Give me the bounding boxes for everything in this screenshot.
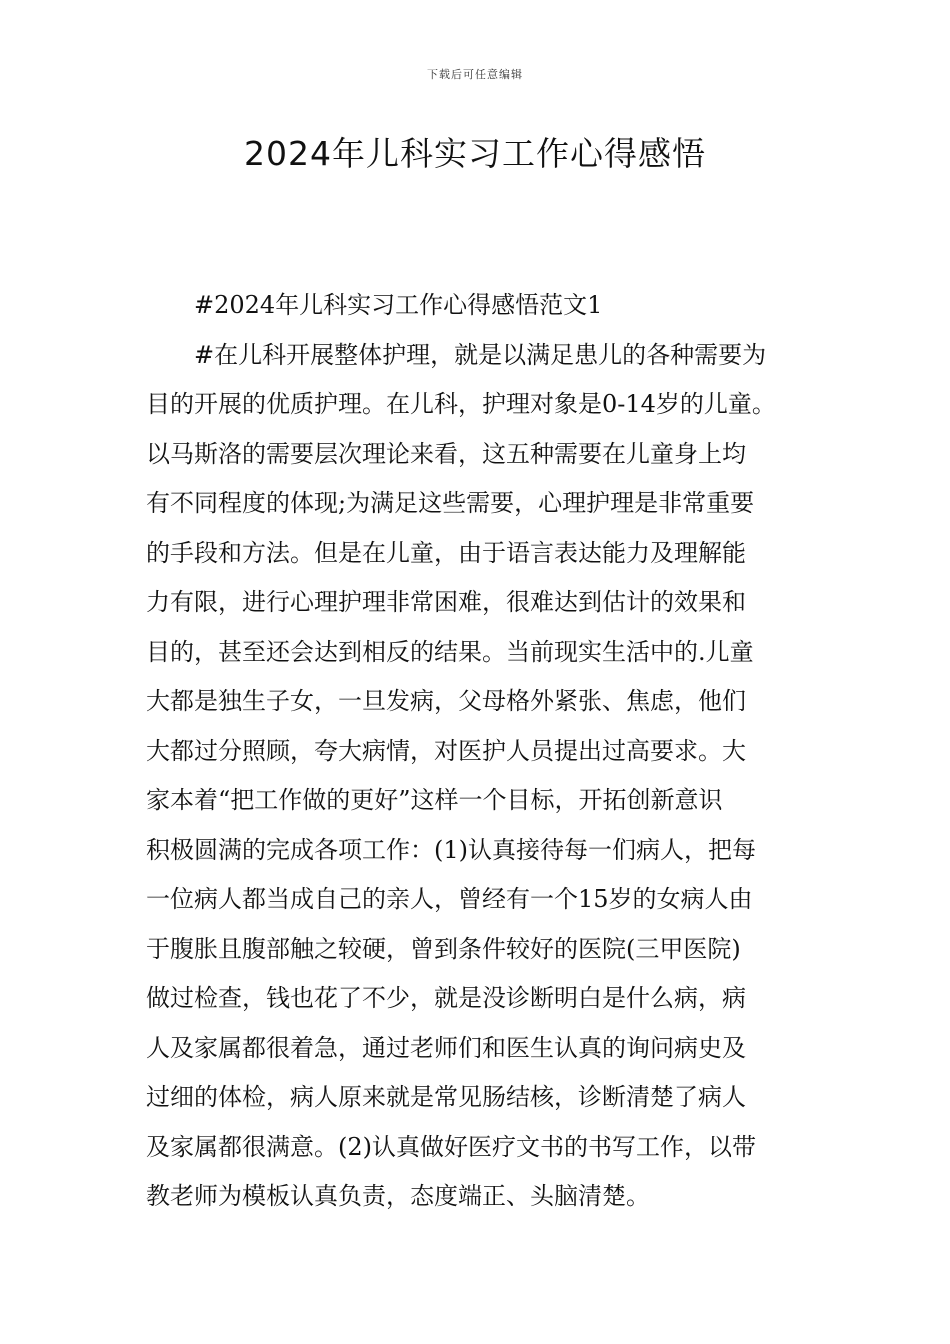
paragraph-line: 力有限，进行心理护理非常困难，很难达到估计的效果和 — [146, 588, 746, 616]
paragraph-line: 过细的体检，病人原来就是常见肠结核，诊断清楚了病人 — [146, 1083, 746, 1111]
paragraph-line: 及家属都很满意。(2)认真做好医疗文书的书写工作，以带 — [146, 1132, 756, 1161]
document-title: 2024年儿科实习工作心得感悟 — [244, 134, 706, 173]
paragraph-line: 于腹胀且腹部触之较硬，曾到条件较好的医院(三甲医院) — [146, 934, 741, 963]
paragraph-line: 大都是独生子女，一旦发病，父母格外紧张、焦虑，他们 — [146, 687, 746, 715]
paragraph-line: 积极圆满的完成各项工作：(1)认真接待每一们病人，把每 — [146, 835, 756, 864]
paragraph-line: 人及家属都很着急，通过老师们和医生认真的询问病史及 — [146, 1033, 746, 1062]
paragraph-line: 大都过分照顾，夸大病情，对医护人员提出过高要求。大 — [146, 736, 746, 765]
paragraph-line: 目的开展的优质护理。在儿科，护理对象是0-14岁的儿童。 — [146, 390, 776, 418]
document-body — [146, 281, 826, 1222]
paragraph-line: 教老师为模板认真负责，态度端正、头脑清楚。 — [146, 1182, 650, 1210]
header-note: 下载后可任意编辑 — [427, 68, 523, 81]
paragraph-line: 有不同程度的体现;为满足这些需要，心理护理是非常重要 — [146, 489, 755, 517]
paragraph-line: 家本着“把工作做的更好”这样一个目标，开拓创新意识 — [146, 786, 723, 814]
paragraph-line: 的手段和方法。但是在儿童，由于语言表达能力及理解能 — [146, 538, 746, 567]
paragraph-line: 做过检查，钱也花了不少，就是没诊断明白是什么病，病 — [146, 984, 746, 1012]
section-heading: #2024年儿科实习工作心得感悟范文1 — [194, 291, 603, 319]
paragraph-line: 目的，甚至还会达到相反的结果。当前现实生活中的.儿童 — [146, 637, 754, 666]
paragraph-line: #在儿科开展整体护理，就是以满足患儿的各种需要为 — [194, 340, 767, 369]
paragraph-line: 以马斯洛的需要层次理论来看，这五种需要在儿童身上均 — [146, 439, 746, 468]
paragraph-line: 一位病人都当成自己的亲人，曾经有一个15岁的女病人由 — [146, 885, 753, 913]
